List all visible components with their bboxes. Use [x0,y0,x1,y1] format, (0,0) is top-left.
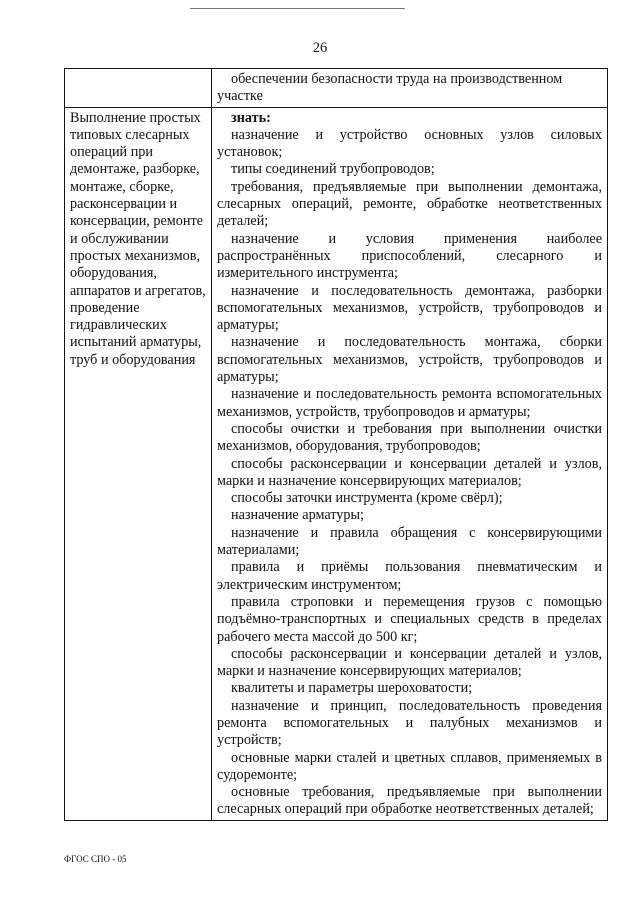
knowledge-item: способы расконсервации и консервации деталей и узлов, марки и назначение консервирующих материалов; [217,645,602,680]
knowledge-item: назначение и последовательность ремонта вспомогательных механизмов, устройств, трубопроводов и арматуры; [217,386,602,420]
knowledge-items [217,127,602,819]
knowledge-item: назначение и принцип, последовательность проведения ремонта вспомогательных и палубных механизмов и устройств; [217,697,602,749]
knowledge-list [212,107,608,820]
knowledge-item: назначение и устройство основных узлов силовых установок; [217,126,602,161]
knowledge-item: правила строповки и перемещения грузов с помощью подъёмно-транспортных и специальных средств в пределах рабочего места массой до 500 кг; [217,593,602,645]
table-row [65,69,608,108]
page-number: 26 [312,40,328,56]
knowledge-item: основные требования, предъявляемые при выполнении слесарных операций при обработке неответственных деталей; [217,784,602,818]
knowledge-item: способы заточки инструмента (кроме свёрл); [231,490,503,507]
knowledge-item: типы соединений трубопроводов; [231,161,435,178]
table-cell-left-empty [65,69,212,108]
knowledge-item: требования, предъявляемые при выполнении демонтажа, слесарных операций, ремонте, обработке неответственных деталей; [217,178,602,230]
knowledge-item: назначение и последовательность демонтажа, разборки вспомогательных механизмов, устройств, трубопроводов и арматуры; [217,282,602,334]
table-row [65,107,608,820]
knowledge-item: основные марки сталей и цветных сплавов, применяемых в судоремонте; [217,749,602,783]
continuation-text: обеспечении безопасности труда на производственном участке [217,71,563,105]
knowledge-item: назначение арматуры; [231,507,364,524]
knowledge-item: правила и приёмы пользования пневматическим и электрическим инструментом; [217,559,602,593]
top-edge-line [190,8,405,9]
activity-description: Выполнение простых типовых слесарных операций при демонтаже, разборке, монтаже, сборке, расконсервации и консервации, ремонте и обслуживании простых механизмов, оборудования, аппаратов и агрегатов, проведение гидравлических испытаний арматуры, труб и оборудования [65,107,212,820]
knowledge-heading: знать: [231,109,271,126]
knowledge-item: назначение и последовательность монтажа, сборки вспомогательных механизмов, устройств, трубопроводов и арматуры; [217,334,602,386]
table-cell-right [212,69,608,108]
knowledge-item: квалитеты и параметры шероховатости; [231,680,473,697]
footer-code: ФГОС СПО - 05 [64,854,127,864]
knowledge-item: назначение и условия применения наиболее распространённых приспособлений, слесарного и измерительного инструмента; [217,230,602,282]
knowledge-item: способы расконсервации и консервации деталей и узлов, марки и назначение консервирующих материалов; [217,455,602,489]
competency-table [64,68,608,821]
knowledge-item: назначение и правила обращения с консервирующими материалами; [217,524,602,559]
knowledge-item: способы очистки и требования при выполнении очистки механизмов, оборудования, трубопроводов; [217,420,602,455]
